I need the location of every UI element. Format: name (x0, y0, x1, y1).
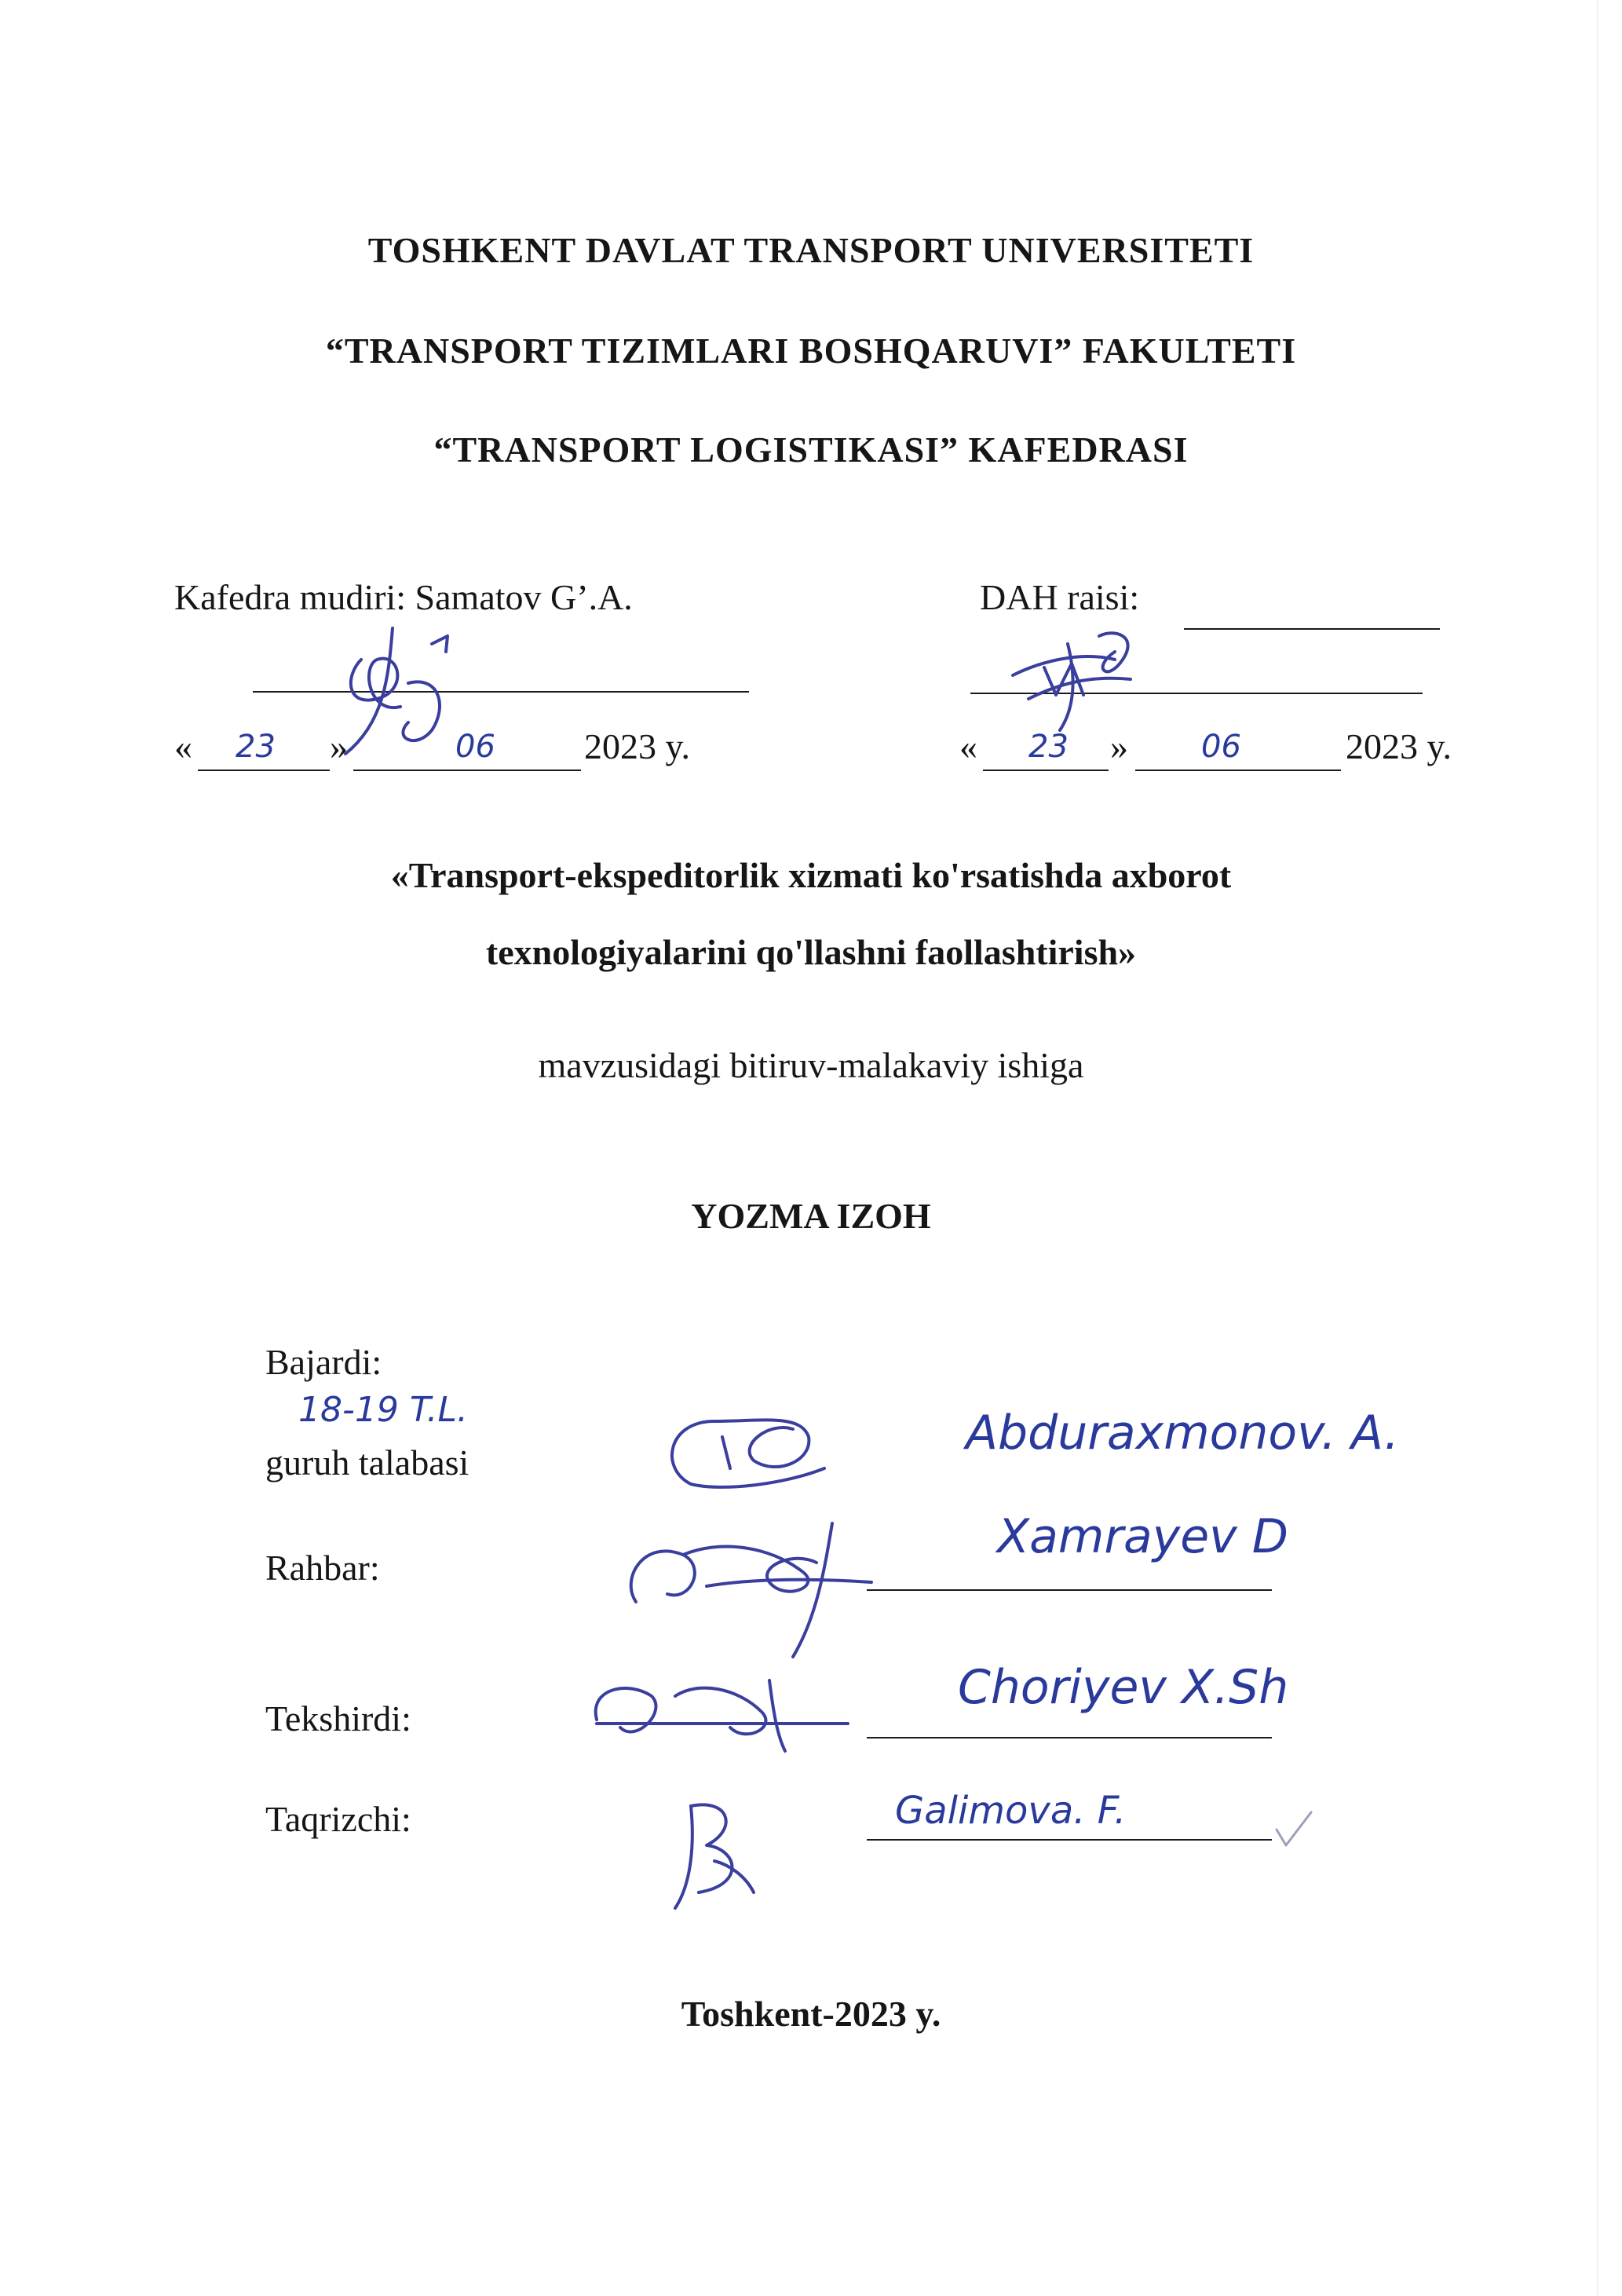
tekshirdi-line (867, 1737, 1272, 1738)
left-quote-open: « (174, 726, 192, 766)
thesis-subtitle: mavzusidagi bitiruv-malakaviy ishiga (538, 1045, 1084, 1085)
right-year: 2023 y. (1346, 726, 1452, 766)
tekshirdi-signature (581, 1665, 864, 1775)
department-name: “TRANSPORT LOGISTIKASI” KAFEDRASI (433, 430, 1189, 470)
thesis-title-line-2: texnologiyalarini qo'llashni faollashtirish» (485, 932, 1137, 972)
left-year: 2023 y. (584, 726, 691, 766)
right-quote-open: « (959, 726, 977, 766)
right-month-line (1135, 770, 1341, 771)
tekshirdi-name: Choriyev X.Sh (958, 1660, 1289, 1715)
taqrizchi-name: Galimova. F. (895, 1789, 1127, 1833)
rahbar-label: Rahbar: (265, 1548, 380, 1588)
left-day: 23 (236, 729, 276, 765)
head-of-department-label: Kafedra mudiri: Samatov G’.A. (174, 577, 633, 617)
faculty-name: “TRANSPORT TIZIMLARI BOSHQARUVI” FAKULTETI (325, 331, 1297, 371)
dah-chair-signature (997, 620, 1185, 746)
rahbar-signature (612, 1492, 895, 1665)
taqrizchi-signature (659, 1790, 769, 1924)
taqrizchi-label: Taqrizchi: (265, 1799, 411, 1839)
left-day-line (198, 770, 330, 771)
left-quote-close: » (330, 726, 348, 766)
group-label: guruh talabasi (265, 1442, 469, 1483)
tekshirdi-label: Tekshirdi: (265, 1698, 411, 1738)
student-name: Abduraxmonov. A. (966, 1406, 1400, 1461)
dah-chair-label: DAH raisi: (980, 577, 1140, 617)
thesis-title-line-1: «Transport-ekspeditorlik xizmati ko'rsatishda axborot (390, 855, 1232, 895)
taqrizchi-line (867, 1839, 1272, 1841)
rahbar-name: Xamrayev D (997, 1509, 1288, 1564)
bajardi-label: Bajardi: (265, 1342, 382, 1382)
group-number-handwritten: 18-19 T.L. (298, 1390, 468, 1430)
place-and-year: Toshkent-2023 y. (681, 1994, 941, 2034)
document-type: YOZMA IZOH (691, 1196, 931, 1236)
right-month: 06 (1201, 729, 1241, 765)
right-day: 23 (1028, 729, 1069, 765)
dah-name-line (1184, 628, 1440, 630)
right-day-line (983, 770, 1109, 771)
university-name: TOSHKENT DAVLAT TRANSPORT UNIVERSITETI (367, 230, 1255, 270)
left-month: 06 (455, 729, 495, 765)
rahbar-line (867, 1589, 1272, 1591)
right-quote-close: » (1110, 726, 1128, 766)
left-month-line (353, 770, 581, 771)
checkmark-icon (1270, 1806, 1317, 1853)
